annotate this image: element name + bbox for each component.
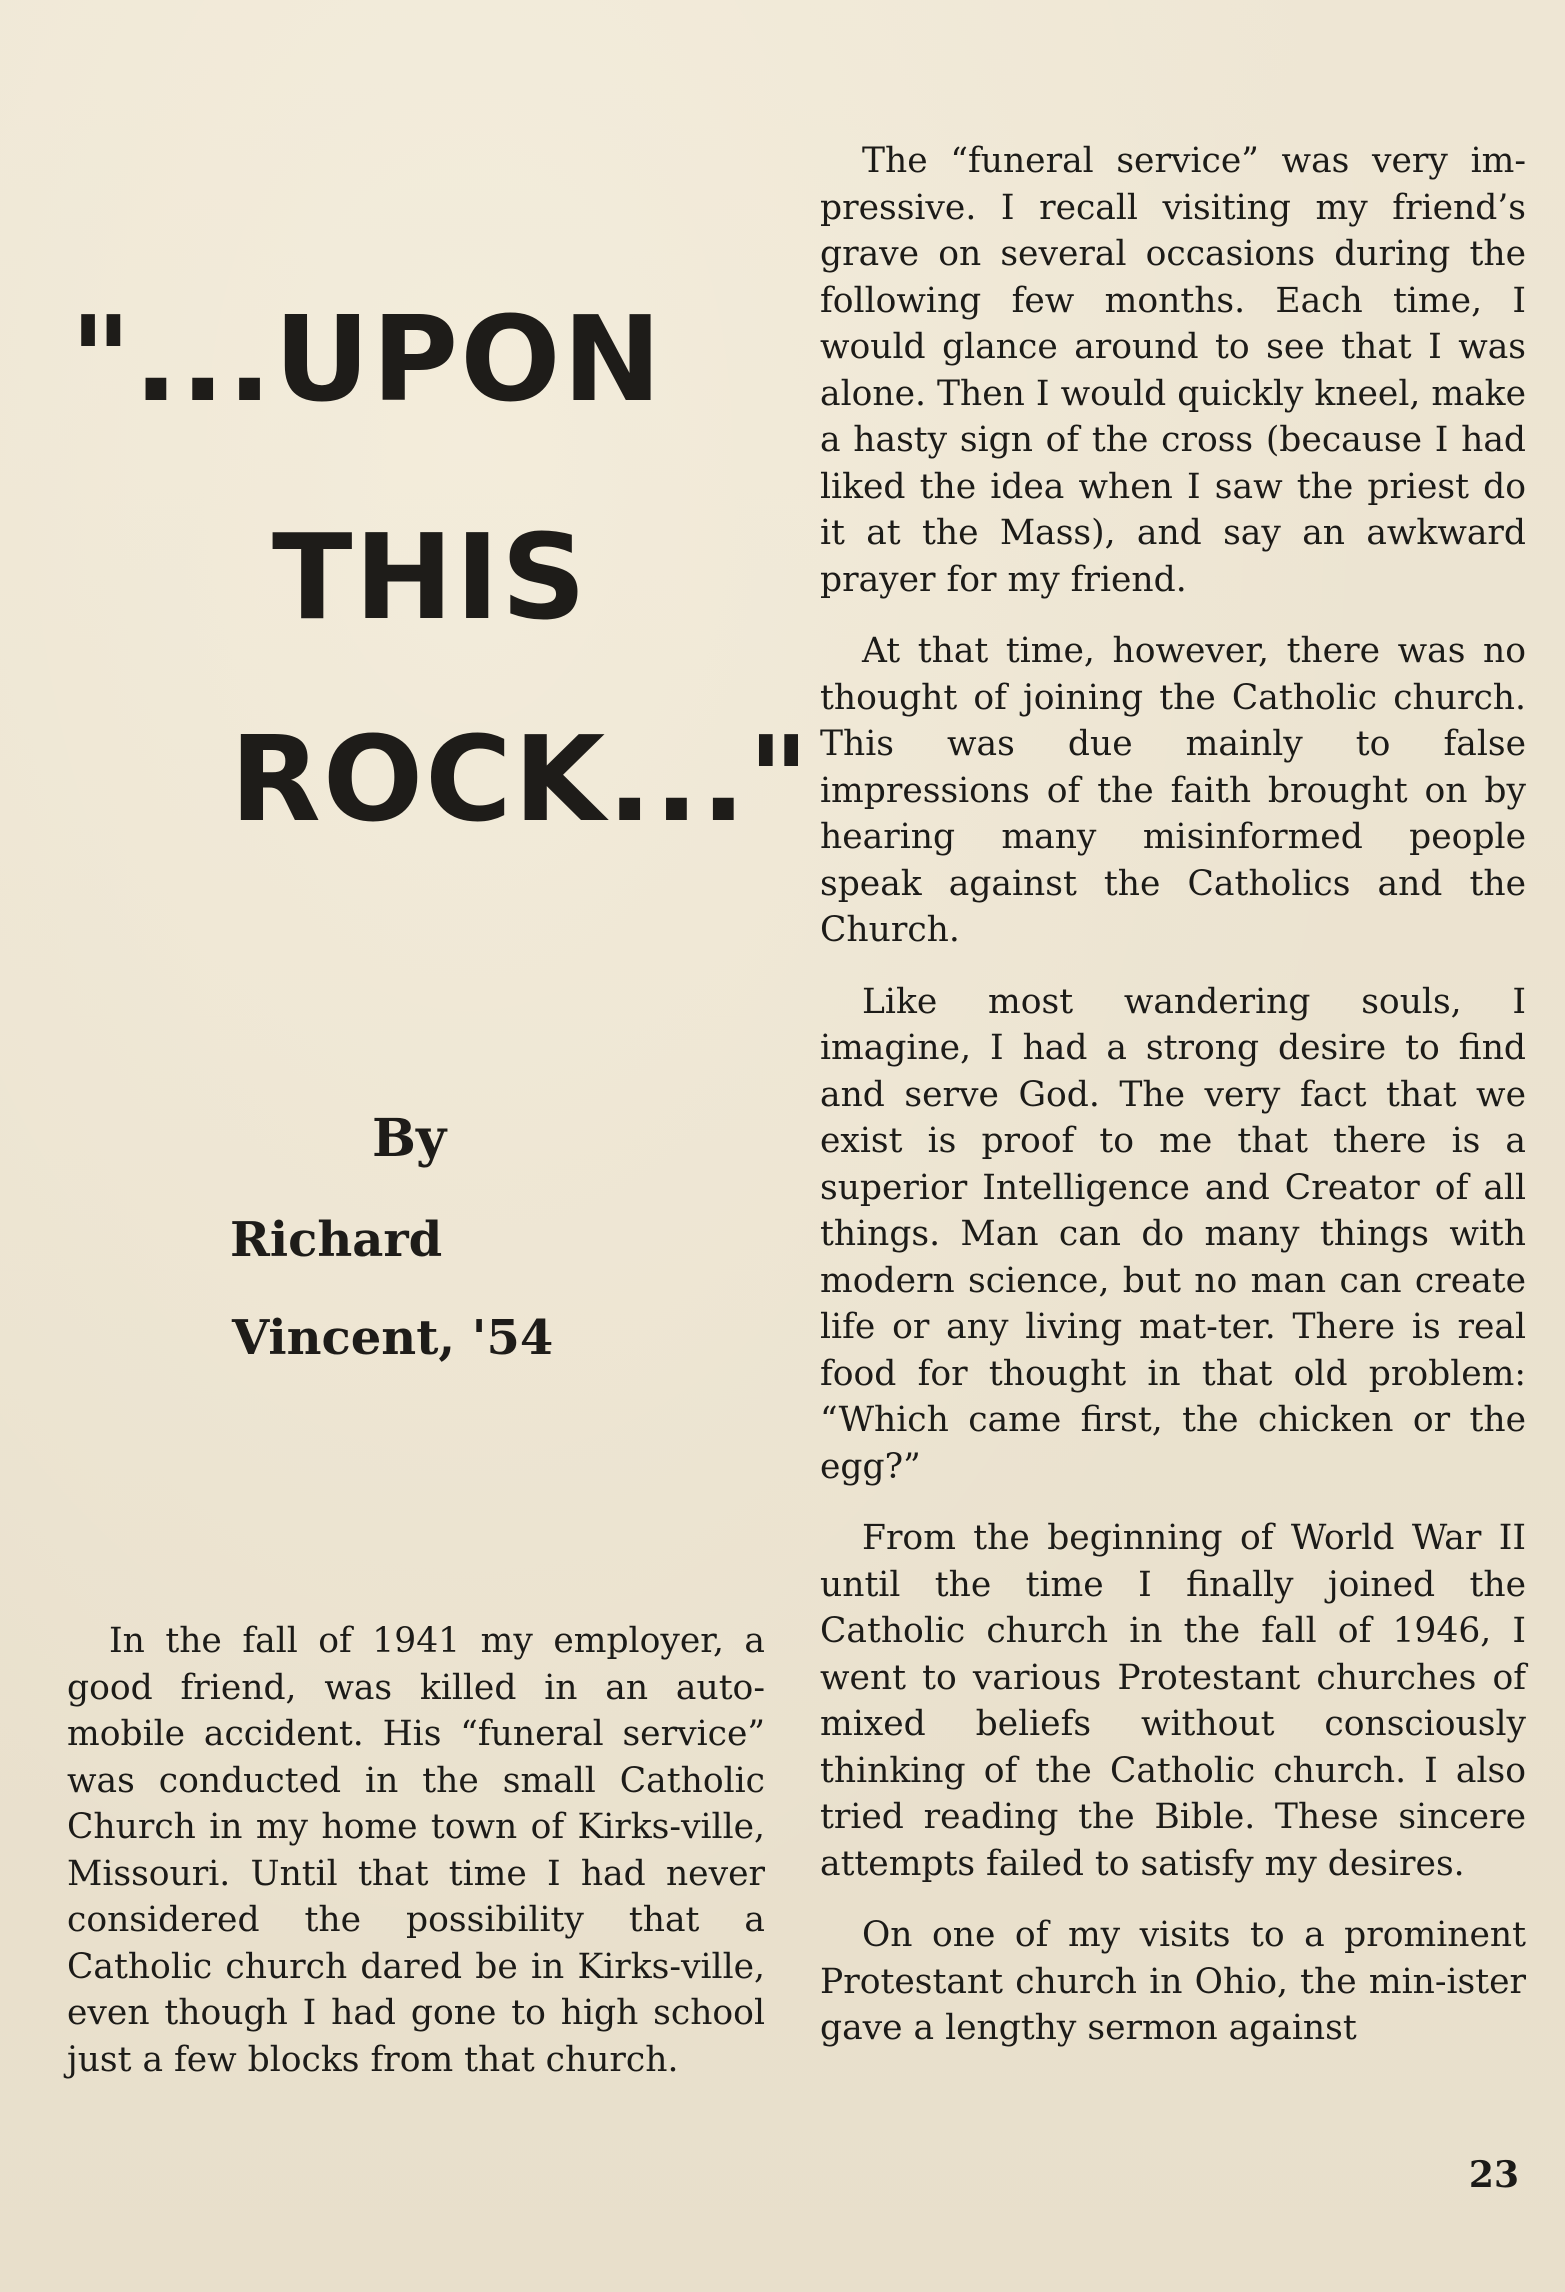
title-line-1: "...UPON	[70, 290, 664, 428]
title-line-3: ROCK..."	[230, 710, 812, 848]
paragraph: In the fall of 1941 my employer, a good friend, was killed in an auto-mobile accident. His “funeral service” was conducted in the small Catholic Church in my home town of Kirks-ville, Missouri. Until that time I had never considered the possibility that a Catholic church dared be in Kirks-ville, even though I had gone to high school just a few blocks from that church.	[67, 1621, 765, 2080]
author-name: Richard	[230, 1212, 443, 1268]
right-column-text	[820, 138, 1526, 2077]
paragraph: On one of my visits to a prominent Protestant church in Ohio, the min-ister gave a lengthy sermon against	[820, 1915, 1526, 2048]
paragraph: Like most wandering souls, I imagine, I had a strong desire to find and serve God. The very fact that we exist is proof to me that there is a superior Intelligence and Creator of all things. Man can do many things with modern science, but no man can create life or any living mat-ter. There is real food for thought in that old problem: “Which came first, the chicken or the egg?”	[820, 981, 1526, 1487]
left-column-text	[67, 1618, 765, 2108]
byline-by: By	[372, 1108, 447, 1169]
paragraph: The “funeral service” was very im-pressive. I recall visiting my friend’s grave on several occasions during the following few months. Each time, I would glance around to see that I was alone. Then I would quickly kneel, make a hasty sign of the cross (because I had liked the idea when I saw the priest do it at the Mass), and say an awkward prayer for my friend.	[820, 141, 1526, 600]
paragraph: At that time, however, there was no thought of joining the Catholic church. This was due mainly to false impressions of the faith brought on by hearing many misinformed people speak against the Catholics and the Church.	[820, 631, 1526, 950]
paragraph: From the beginning of World War II until the time I finally joined the Catholic church in the fall of 1946, I went to various Protestant churches of mixed beliefs without consciously thinking of the Catholic church. I also tried reading the Bible. These sincere attempts failed to satisfy my desires.	[820, 1518, 1526, 1884]
author-class-year: Vincent, '54	[232, 1310, 554, 1366]
title-line-2: THIS	[272, 508, 589, 646]
page-number: 23	[1468, 2154, 1519, 2196]
